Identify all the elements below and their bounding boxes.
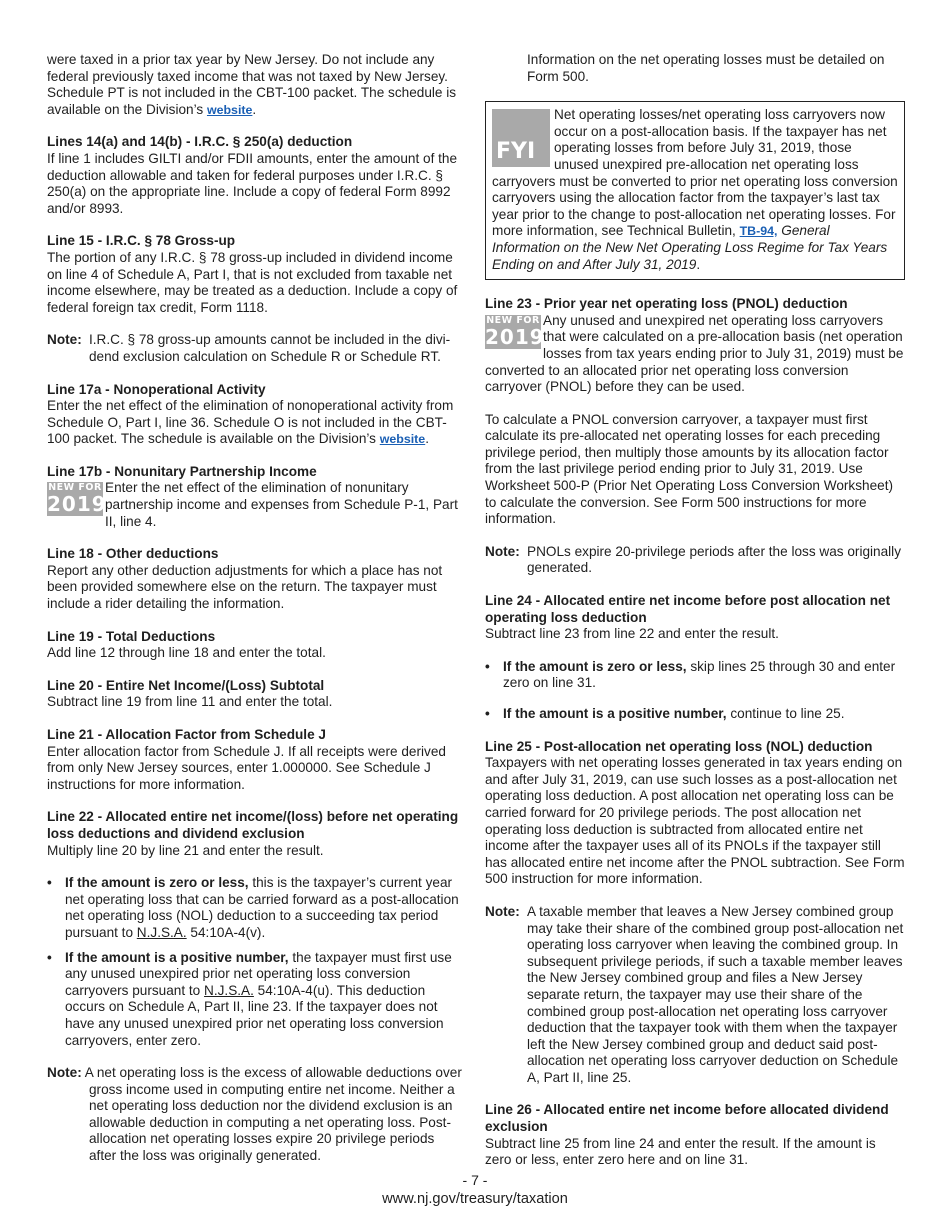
section-heading: Line 22 - Allocated entire net income/(loss) before net operating loss deductions and dividend exclusion bbox=[47, 809, 459, 841]
section-body: Subtract line 25 from line 24 and enter the result. If the amount is zero or less, enter zero here and on line 31. bbox=[485, 1135, 876, 1168]
section-line-24 bbox=[485, 593, 905, 643]
section-body: Report any other deduction adjustments for which a place has not been provided somewhere else on the return. The taxpayer must include a rider detailing the information. bbox=[47, 562, 443, 612]
section-body: The portion of any I.R.C. § 78 gross-up included in dividend income on line 4 of Schedule A, Part I, that is not excluded from taxable net income elsewhere, may be treated as a deduction. Include a copy of federal foreign tax credit, Form 1118. bbox=[47, 249, 458, 315]
section-heading: Line 20 - Entire Net Income/(Loss) Subtotal bbox=[47, 677, 325, 693]
fyi-box bbox=[485, 101, 905, 280]
note-text: A taxable member that leaves a New Jersey combined group may take their share of the combined group post-allocation net operating loss carryover when leaving the combined group. In subsequent privilege periods, if such a taxable member leaves the New Jersey combined group and files a New Jersey separate return, the taxpayer may use their share of the combined group post-allocation net operating loss carryover deduction that the taxpayer took with them when the taxpayer left the New Jersey combined group and deduct said post-allocation net operating loss carryover deduction on Schedule A, Part II, line 25. bbox=[527, 903, 904, 1085]
section-heading: Line 26 - Allocated entire net income before allocated dividend exclusion bbox=[485, 1102, 889, 1135]
list-item: • If the amount is a positive number, the taxpayer must first use any unused unexpired prior net operating loss conversion carryovers pursuant to N.J.S.A. 54:10A-4(u). This deduction occurs on Schedule A, Part II, line 23. If the taxpayer does not have any unused unexpired prior net operating loss conversion carryovers, enter zero. bbox=[47, 950, 465, 1050]
section-body: Any unused and unexpired net operating loss carryovers that were calculated on a pre-allocation basis (net operation losses from tax years ending prior to July 31, 2019) must be converted to an allocated prior net operating loss conversion carryover (PNOL) before they can be used. bbox=[485, 312, 904, 395]
list-item: • If the amount is a positive number, continue to line 25. bbox=[485, 706, 905, 723]
continued-text: Information on the net operating losses must be detailed on Form 500. bbox=[527, 52, 885, 84]
section-line-20 bbox=[47, 678, 465, 711]
section-line-18 bbox=[47, 546, 465, 612]
fyi-text: Net operating losses/net operating loss carryovers now occur on a post-allocation basis. If the taxpayer has net operating losses from before July 31, 2019, those unused unexpired pre-allocation net operating loss carryovers must be converted to prior net operating loss conversion carryovers using the allocation factor from the taxpayer’s last tax year prior to the change to post-allocation net operating losses. For more information, see Technical Bulletin, TB-94, General Information on the New Net Operating Loss Regime for Tax Years Ending on and After July 31, 2019. bbox=[492, 107, 898, 272]
section-line-26 bbox=[485, 1102, 905, 1168]
new-for-2019-badge-icon: NEW FOR 2019 bbox=[485, 314, 545, 349]
footer-url: www.nj.gov/treasury/taxation bbox=[382, 1191, 568, 1207]
section-heading: Line 15 - I.R.C. § 78 Gross-up bbox=[47, 233, 236, 249]
section-heading: Lines 14(a) and 14(b) - I.R.C. § 250(a) deduction bbox=[47, 134, 353, 150]
line-22-bullets bbox=[47, 875, 465, 1049]
section-heading: Line 18 - Other deductions bbox=[47, 546, 219, 562]
section-heading: Line 17b - Nonunitary Partnership Income bbox=[47, 463, 317, 479]
line-24-bullets bbox=[485, 659, 905, 723]
section-heading: Line 19 - Total Deductions bbox=[47, 628, 216, 644]
section-line-14 bbox=[47, 134, 465, 217]
section-body: Multiply line 20 by line 21 and enter the result. bbox=[47, 842, 324, 858]
section-heading: Line 25 - Post-allocation net operating loss (NOL) deduction bbox=[485, 738, 873, 754]
intro-paragraph: were taxed in a prior tax year by New Jersey. Do not include any federal previously taxed income that was not taxed by New Jersey. Schedule PT is not included in the CBT-100 packet. The schedule is available on the Division’s website. bbox=[47, 52, 457, 117]
note-text: I.R.C. § 78 gross-up amounts cannot be included in the dividend exclusion calculation on Schedule R or Schedule RT. bbox=[89, 332, 451, 364]
section-heading: Line 21 - Allocation Factor from Schedule J bbox=[47, 727, 326, 742]
section-body: Enter allocation factor from Schedule J. If all receipts were derived from only New Jersey sources, enter 1.000000. See Schedule J instructions for more information. bbox=[47, 743, 446, 792]
section-body: Enter the net effect of the elimination of nonoperational activity from Schedule O, Part I, line 36. Schedule O is not included in the CBT-100 packet. The schedule is available on the Division’s website. bbox=[47, 398, 454, 447]
page-number: - 7 - bbox=[462, 1172, 488, 1188]
tb-94-link[interactable]: TB-94, bbox=[739, 224, 778, 239]
section-body-with-badge bbox=[485, 313, 905, 396]
left-column bbox=[47, 52, 465, 1181]
pnol-calculation-paragraph: To calculate a PNOL conversion carryover, a taxpayer must first calculate its pre-allocated net operating losses for each preceding privilege period, then multiply those amounts by its allocation factor from the last privilege period ending prior to July 31, 2019. Use Worksheet 500-P (Prior Net Operating Loss Conversion Worksheet) to calculate the conversion. See Form 500 instructions for more information. bbox=[485, 411, 893, 527]
right-column bbox=[485, 52, 905, 1185]
section-line-22 bbox=[47, 809, 465, 859]
section-line-21 bbox=[47, 727, 465, 793]
section-body: If line 1 includes GILTI and/or FDII amounts, enter the amount of the deduction allowable and taken for federal purposes under I.R.C. § 250(a) on the appropriate line. Include a copy of federal Form 8992 and/or 8993. bbox=[47, 150, 458, 216]
note-text: PNOLs expire 20-privilege periods after the loss was originally generated. bbox=[527, 543, 902, 576]
note-line-15 bbox=[47, 332, 465, 365]
section-body: Subtract line 19 from line 11 and enter the total. bbox=[47, 694, 333, 710]
list-item: • If the amount is zero or less, skip lines 25 through 30 and enter zero on line 31. bbox=[485, 659, 905, 692]
section-line-19 bbox=[47, 629, 465, 662]
section-line-17b bbox=[47, 464, 465, 530]
note-line-25 bbox=[485, 904, 905, 1087]
section-heading: Line 24 - Allocated entire net income before post allocation net operating loss deduction bbox=[485, 593, 891, 625]
list-item: • If the amount is zero or less, this is the taxpayer’s current year net operating loss that can be carried forward as a post-allocation net operating loss (NOL) deduction to a succeeding tax period pursuant to N.J.S.A. 54:10A-4(v). bbox=[47, 875, 465, 941]
note-label: Note: bbox=[485, 903, 520, 919]
section-heading: Line 17a - Nonoperational Activity bbox=[47, 381, 266, 397]
new-for-2019-badge-icon: NEW FOR 2019 bbox=[47, 482, 107, 517]
section-line-25 bbox=[485, 739, 905, 888]
section-body: Subtract line 23 from line 22 and enter the result. bbox=[485, 626, 779, 642]
section-body: Taxpayers with net operating losses generated in tax years ending on and after July 31, 2019, can use such losses as a post-allocation net operating loss deduction. A post allocation net operating loss can be carried forward for 20 privilege periods. The post allocation net operating loss deduction is subtracted from allocated entire net income after the taxpayer uses all of its PNOLs if the taxpayer still has allocated entire net income after the PNOL subtraction. See Form 500 instruction for more information. bbox=[485, 755, 905, 887]
note-label: Note: bbox=[47, 332, 82, 348]
section-body: Enter the net effect of the elimination of nonunitary partnership income and expenses from Schedule P-1, Part II, line 4. bbox=[105, 480, 458, 529]
website-link[interactable]: website bbox=[379, 432, 426, 447]
note-label: Note: bbox=[47, 1065, 82, 1081]
note-label: Note: bbox=[485, 543, 520, 559]
website-link[interactable]: website bbox=[206, 102, 253, 117]
section-line-17a bbox=[47, 382, 465, 448]
section-body-with-badge bbox=[47, 480, 465, 530]
note-text: A net operating loss is the excess of allowable deductions over gross income used in computing entire net income. Neither a net operating loss deduction nor the dividend exclusion is an allowable deduction in computing a net operating loss. Post-allocation net operating losses expire 20 privilege periods after the loss was originally generated. bbox=[84, 1065, 462, 1164]
note-line-22 bbox=[47, 1065, 465, 1165]
section-line-15 bbox=[47, 233, 465, 316]
section-body: Add line 12 through line 18 and enter the total. bbox=[47, 645, 326, 661]
section-heading: Line 23 - Prior year net operating loss (PNOL) deduction bbox=[485, 296, 848, 312]
note-line-23 bbox=[485, 544, 905, 577]
fyi-badge-icon: FYI bbox=[492, 109, 550, 167]
section-line-23 bbox=[485, 296, 905, 396]
